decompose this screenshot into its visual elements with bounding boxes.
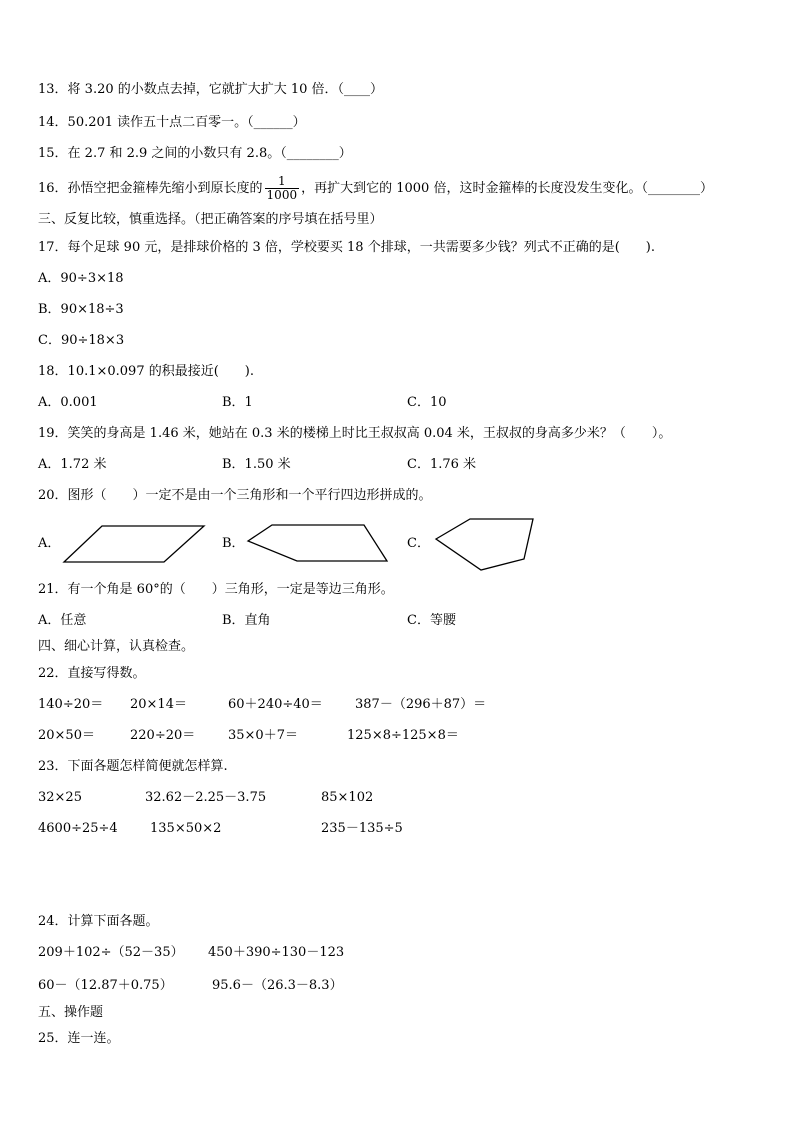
- question-22: 22．直接写得数。: [38, 666, 146, 681]
- calc-item: 135×50×2: [150, 821, 222, 836]
- pentagon-shape-b: [244, 521, 394, 565]
- section-4-title: 四、细心计算，认真检查。: [38, 639, 195, 654]
- pentagon-shape-c: [432, 514, 542, 574]
- calc-item: 60－（12.87＋0.75）: [38, 978, 173, 993]
- calc-item: 85×102: [321, 790, 374, 805]
- question-16: [38, 174, 713, 204]
- question-25: 25．连一连。: [38, 1031, 120, 1046]
- calc-item: 450＋390÷130－123: [208, 945, 345, 960]
- calc-item: 235－135÷5: [321, 821, 403, 836]
- fraction: [265, 175, 300, 202]
- calc-item: 140÷20＝: [38, 697, 104, 712]
- calc-item: 95.6－（26.3－8.3）: [212, 978, 343, 993]
- question-16-after: ，再扩大到它的 1000 倍，这时金箍棒的长度没发生变化。（________）: [301, 181, 713, 196]
- section-5-title: 五、操作题: [38, 1005, 104, 1020]
- q20-option-a: A．: [38, 536, 61, 551]
- question-16-before: 16．孙悟空把金箍棒先缩小到原长度的: [38, 181, 263, 196]
- q21-option-a: A．任意: [38, 613, 87, 628]
- parallelogram-shape: [60, 522, 210, 566]
- q18-option-a: A．0.001: [38, 395, 98, 410]
- q20-option-b: B．: [222, 536, 245, 551]
- question-15: 15．在 2.7 和 2.9 之间的小数只有 2.8。（________）: [38, 146, 352, 161]
- question-24: 24．计算下面各题。: [38, 914, 159, 929]
- q17-option-b: B．90×18÷3: [38, 302, 124, 317]
- calc-item: 220÷20＝: [130, 728, 196, 743]
- section-3-title: 三、反复比较，慎重选择。（把正确答案的序号填在括号里）: [38, 212, 383, 227]
- q19-option-c: C．1.76 米: [407, 457, 477, 472]
- question-23: 23．下面各题怎样简便就怎样算.: [38, 759, 228, 774]
- calc-item: 4600÷25÷4: [38, 821, 118, 836]
- q18-option-c: C．10: [407, 395, 447, 410]
- calc-item: 209＋102÷（52－35）: [38, 945, 184, 960]
- fraction-numerator: 1: [265, 175, 300, 189]
- question-20: 20．图形（ ）一定不是由一个三角形和一个平行四边形拼成的。: [38, 488, 432, 503]
- question-17: 17．每个足球 90 元，是排球价格的 3 倍，学校要买 18 个排球，一共需要多少钱？列式不正确的是( ).: [38, 240, 655, 255]
- q20-option-c: C．: [407, 536, 430, 551]
- question-18: 18．10.1×0.097 的积最接近( ).: [38, 364, 255, 379]
- q21-option-c: C．等腰: [407, 613, 456, 628]
- question-14: 14．50.201 读作五十点二百零一。（______）: [38, 115, 306, 130]
- calc-item: 35×0＋7＝: [228, 728, 298, 743]
- calc-item: 125×8÷125×8＝: [347, 728, 459, 743]
- q19-option-b: B．1.50 米: [222, 457, 291, 472]
- q19-option-a: A．1.72 米: [38, 457, 107, 472]
- question-13: 13．将 3.20 的小数点去掉，它就扩大扩大 10 倍．（____）: [38, 82, 384, 97]
- q17-option-c: C．90÷18×3: [38, 333, 125, 348]
- calc-item: 20×14＝: [130, 697, 187, 712]
- calc-item: 60＋240÷40＝: [228, 697, 323, 712]
- calc-item: 387－（296＋87）＝: [355, 697, 487, 712]
- calc-item: 20×50＝: [38, 728, 95, 743]
- q21-option-b: B．直角: [222, 613, 271, 628]
- question-21: 21．有一个角是 60°的（ ）三角形，一定是等边三角形。: [38, 582, 394, 597]
- fraction-denominator: 1000: [266, 188, 298, 202]
- q17-option-a: A．90÷3×18: [38, 271, 124, 286]
- calc-item: 32×25: [38, 790, 82, 805]
- calc-item: 32.62－2.25－3.75: [145, 790, 267, 805]
- q18-option-b: B．1: [222, 395, 253, 410]
- question-19: 19．笑笑的身高是 1.46 米，她站在 0.3 米的楼梯上时比王叔叔高 0.04 米，王叔叔的身高多少米？（ ）。: [38, 426, 672, 441]
